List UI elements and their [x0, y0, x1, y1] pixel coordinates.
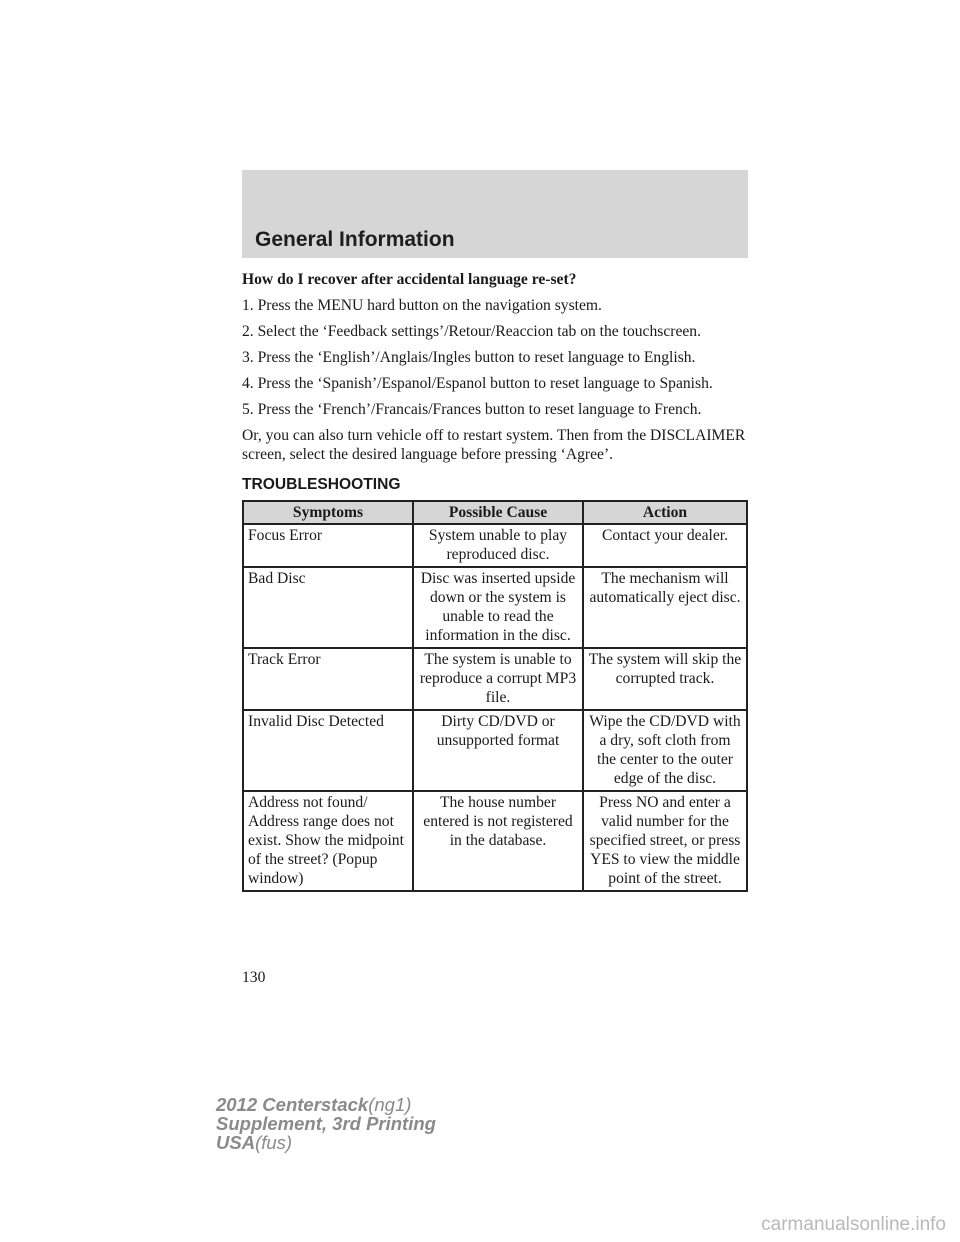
- symptom-cell: Address not found/ Address range does not exist. Show the midpoint of the street? (Popup window): [243, 791, 413, 891]
- footer-model: 2012 Centerstack: [216, 1094, 369, 1115]
- symptom-cell: Focus Error: [243, 524, 413, 567]
- cause-cell: The system is unable to reproduce a corrupt MP3 file.: [413, 648, 583, 710]
- action-cell: Press NO and enter a valid number for the specified street, or press YES to view the middle point of the street.: [583, 791, 747, 891]
- table-header-row: [243, 501, 747, 524]
- table-row: [243, 791, 747, 891]
- action-cell: The system will skip the corrupted track.: [583, 648, 747, 710]
- action-cell: Wipe the CD/DVD with a dry, soft cloth from the center to the outer edge of the disc.: [583, 710, 747, 791]
- watermark: carmanualsonline.info: [761, 1214, 946, 1235]
- action-cell: Contact your dealer.: [583, 524, 747, 567]
- column-header-symptoms: Symptoms: [243, 501, 413, 524]
- footer-line-3: [216, 1133, 436, 1152]
- step-2: 2. Select the ‘Feedback settings’/Retour/Reaccion tab on the touchscreen.: [242, 323, 701, 340]
- footer-market-code: (fus): [255, 1132, 293, 1153]
- symptom-cell: Bad Disc: [243, 567, 413, 648]
- step-4: 4. Press the ‘Spanish’/Espanol/Espanol button to reset language to Spanish.: [242, 375, 713, 392]
- page-number: 130: [242, 969, 266, 986]
- table-row: [243, 524, 747, 567]
- footer-model-code: (ng1): [368, 1094, 412, 1115]
- table-row: [243, 648, 747, 710]
- page-title: General Information: [255, 228, 455, 251]
- table-row: [243, 567, 747, 648]
- footer-line-2: Supplement, 3rd Printing: [216, 1113, 436, 1134]
- step-3: 3. Press the ‘English’/Anglais/Ingles button to reset language to English.: [242, 349, 696, 366]
- cause-cell: Dirty CD/DVD or unsupported format: [413, 710, 583, 791]
- section-title: TROUBLESHOOTING: [242, 476, 401, 493]
- cause-cell: The house number entered is not registered in the database.: [413, 791, 583, 891]
- column-header-cause: Possible Cause: [413, 501, 583, 524]
- footer-line-1: [216, 1095, 436, 1114]
- document-footer: [216, 1095, 436, 1152]
- cause-cell: Disc was inserted upside down or the system is unable to read the information in the disc.: [413, 567, 583, 648]
- symptom-cell: Invalid Disc Detected: [243, 710, 413, 791]
- step-1: 1. Press the MENU hard button on the navigation system.: [242, 297, 602, 314]
- restart-note: Or, you can also turn vehicle off to restart system. Then from the DISCLAIMER screen, select the desired language before pressing ‘Agree’.: [242, 427, 746, 463]
- cause-cell: System unable to play reproduced disc.: [413, 524, 583, 567]
- table-row: [243, 710, 747, 791]
- column-header-action: Action: [583, 501, 747, 524]
- main-content: [242, 270, 762, 892]
- header-band: [242, 170, 748, 258]
- faq-question: How do I recover after accidental language re-set?: [242, 271, 577, 288]
- symptom-cell: Track Error: [243, 648, 413, 710]
- troubleshooting-table: [242, 500, 748, 892]
- action-cell: The mechanism will automatically eject disc.: [583, 567, 747, 648]
- footer-market: USA: [216, 1132, 256, 1153]
- step-5: 5. Press the ‘French’/Francais/Frances button to reset language to French.: [242, 401, 702, 418]
